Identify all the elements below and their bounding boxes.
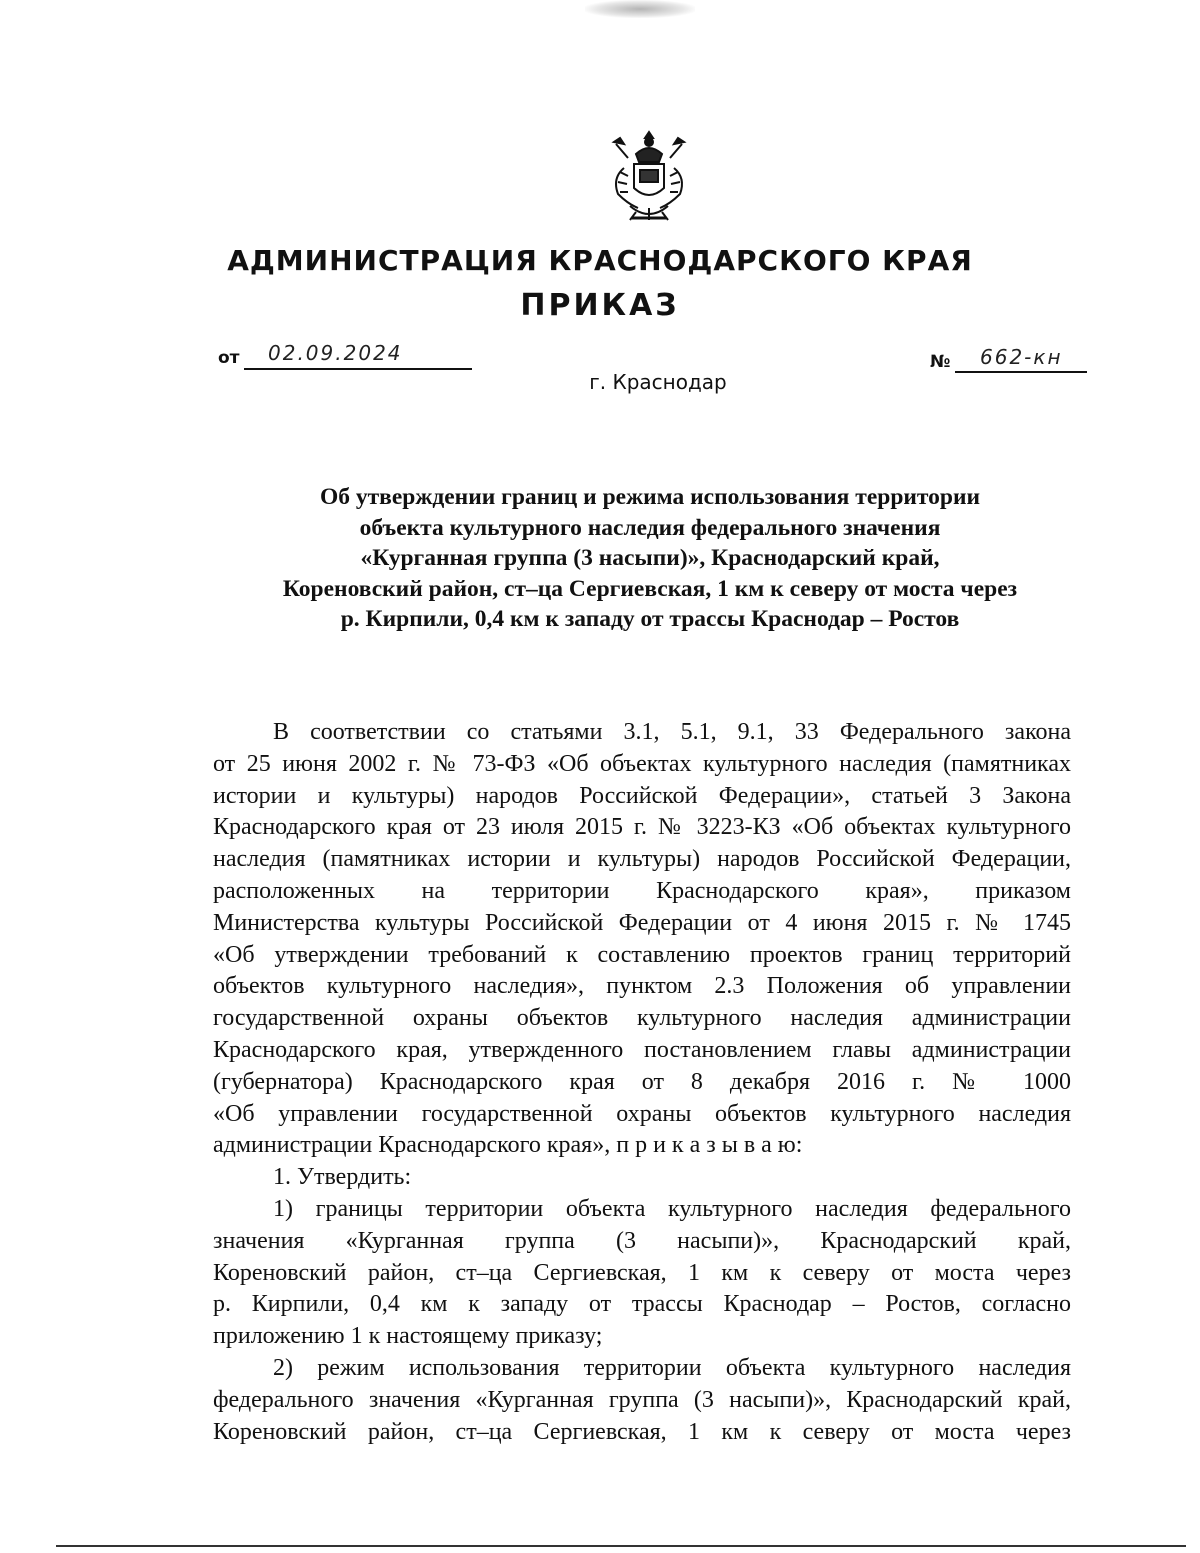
number-value: 662-кн	[980, 345, 1063, 369]
scan-artifact	[585, 0, 695, 18]
city: г. Краснодар	[589, 370, 727, 394]
body-line: Кореновский район, ст–ца Сергиевская, 1 км к северу от моста через	[213, 1259, 1071, 1286]
body-line: В соответствии со статьями 3.1, 5.1, 9.1, 33 Федерального закона	[273, 719, 1071, 745]
body-line: р. Кирпили, 0,4 км к западу от трассы Краснодар – Ростов, согласно	[213, 1291, 1071, 1318]
subject-line: Кореновский район, ст–ца Сергиевская, 1 км к северу от моста через	[282, 575, 1018, 602]
organization-title: АДМИНИСТРАЦИЯ КРАСНОДАРСКОГО КРАЯ	[227, 244, 973, 277]
body-line: федерального значения «Курганная группа (3 насыпи)», Краснодарский край,	[213, 1386, 1071, 1413]
body-line: (губернатора) Краснодарского края от 8 декабря 2016 г. № 1000	[213, 1068, 1071, 1095]
document-type: ПРИКАЗ	[520, 288, 680, 323]
body-line: 1) границы территории объекта культурного наследия федерального	[273, 1195, 1071, 1222]
number-label: №	[930, 352, 951, 372]
page-edge-line	[56, 1545, 1186, 1547]
body-line: Краснодарского края, утвержденного постановлением главы администрации	[213, 1036, 1071, 1063]
body-line: приложению 1 к настоящему приказу;	[213, 1323, 603, 1350]
body-line: наследия (памятниках истории и культуры) народов Российской Федерации,	[213, 846, 1071, 873]
document-body	[213, 717, 1071, 1448]
body-line: государственной охраны объектов культурного наследия администрации	[213, 1005, 1071, 1032]
body-line: Краснодарского края от 23 июля 2015 г. № 3223-КЗ «Об объектах культурного	[213, 814, 1071, 841]
krasnodar-coat-of-arms-icon	[606, 128, 692, 224]
body-line: расположенных на территории Краснодарского края», приказом	[213, 877, 1071, 904]
subject-line: р. Кирпили, 0,4 км к западу от трассы Краснодар – Ростов	[340, 606, 960, 632]
body-line: администрации Краснодарского края», п р и к а з ы в а ю:	[213, 1132, 803, 1159]
subject-line: «Курганная группа (3 насыпи)», Краснодарский край,	[360, 545, 940, 571]
body-line: 2) режим использования территории объекта культурного наследия	[273, 1354, 1071, 1381]
body-line: значения «Курганная группа (3 насыпи)», Краснодарский край,	[213, 1227, 1071, 1254]
subject-line: объекта культурного наследия федерального значения	[359, 514, 941, 541]
body-line: объектов культурного наследия», пунктом 2.3 Положения об управлении	[213, 973, 1071, 1000]
subject-line: Об утверждении границ и режима использования территории	[319, 484, 981, 510]
date-value: 02.09.2024	[268, 341, 403, 365]
date-label: от	[218, 348, 240, 368]
body-line: 1. Утвердить:	[273, 1164, 412, 1191]
body-line: «Об утверждении требований к составлению проектов границ территорий	[213, 941, 1071, 968]
body-line: Министерства культуры Российской Федерации от 4 июня 2015 г. № 1745	[213, 909, 1071, 936]
body-line: истории и культуры) народов Российской Федерации», статьей 3 Закона	[213, 782, 1071, 809]
body-line: от 25 июня 2002 г. № 73-ФЗ «Об объектах культурного наследия (памятниках	[213, 750, 1071, 777]
document-subject	[220, 482, 1080, 635]
body-line: «Об управлении государственной охраны объектов культурного наследия	[213, 1100, 1071, 1127]
body-line: Кореновский район, ст–ца Сергиевская, 1 км к северу от моста через	[213, 1418, 1071, 1445]
